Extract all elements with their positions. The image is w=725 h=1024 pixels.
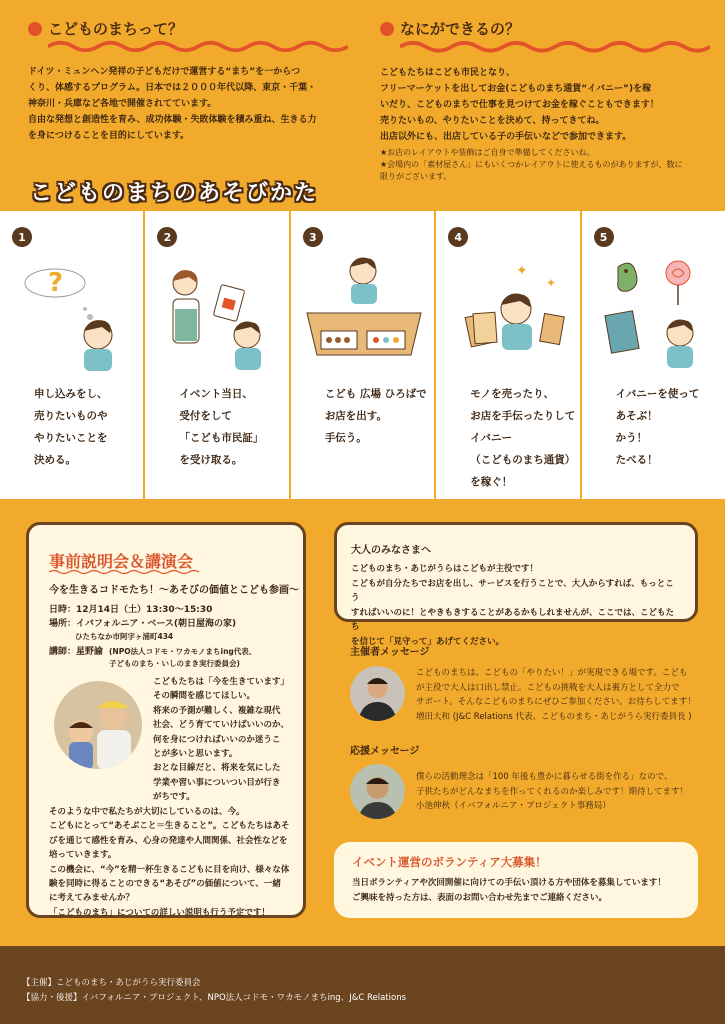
step-number: 1 bbox=[12, 227, 32, 247]
organizer-avatar-icon bbox=[350, 666, 405, 721]
cando-notes: ★お店のレイアウトや装飾はご自身で準備してくださいね。 ★会場内の「素材屋さん」にもいくつかレイアウトに使えるものがありますが、数に 限りがございます。 bbox=[380, 147, 683, 181]
supporter-avatar-icon bbox=[350, 764, 405, 819]
event-date: 日時：12月14日（土）13:30～15:30 bbox=[49, 605, 213, 615]
step-text: モノを売ったり、 お店を手伝ったりして イバニー （こどものまち通貨） を稼ぐ！ bbox=[470, 388, 576, 488]
event-address: ひたちなか市阿字ヶ浦町434 bbox=[75, 632, 174, 641]
reception-icon bbox=[155, 247, 280, 377]
bullet-dot-icon bbox=[28, 22, 42, 36]
event-body-text: そのような中で私たちが大切にしているのは、今。 こどもにとって“あそぶこと＝生きること”。こどもたちはあそ びを通じて感性を育み、心身の発達や人間関係、社会性などを 培っていきます。 この機会に、“今”を精一杯生きるこどもに目を向け、様々な体 験を同時に得ることのできる“あそび”の価値について、一緒 に考えてみませんか？ 「こどものまち」についての詳しい説明も行う予定です！ bbox=[49, 807, 290, 918]
steps-panel bbox=[0, 211, 725, 499]
step-text: 申し込みをし、 売りたいものや やりたいことを 決める。 bbox=[34, 388, 108, 466]
adults-card: 大人のみなさまへ こどものまち・あじがうらはこどもが主役です！ こどもが自分たちでお店を出し、サービスを行うことで、大人からすれば、もっとこう すればいいのに！とやきもきすることがあるかもしれませんが、ここでは、こどもたち を信じて「見守って」あげてください。 bbox=[334, 522, 698, 622]
footer-cooperation: 【協力・後援】イバフォルニア・プロジェクト、NPO法人コドモ・ワカモノまちing、J&C Relations bbox=[22, 993, 407, 1003]
event-speaker-affil: 子どものまち・いしのまき実行委員会) bbox=[109, 659, 240, 668]
step-number: 2 bbox=[157, 227, 177, 247]
cando-text: こどもたちはこども市民となり、 フリーマーケットを出してお金(こどものまち通貨“イバニー”)を稼 いだり、こどものまちで仕事を見つけてお金を稼ぐこともできます！ 売りたいもの、やりたいことを決めて、持ってきてね。 出店以外にも、出店している子の手伝いなどで参加できます。 bbox=[380, 67, 659, 142]
step-text: こども 広場 ひろばで お店を出す。 手伝う。 bbox=[324, 388, 427, 444]
organizer-message: こどものまちは、こどもの「やりたい！」が実現できる場です。こども が主役で大人は口出し禁止。こどもの挑戦を大人は裏方として全力で サポート。そんなこどものまちにぜひご参加ください。お待ちしてます！ 増田大和 (J&C Relations 代表、こどものまち・あじがうら実行委員長 ) bbox=[416, 668, 696, 722]
support-message: 僕らの活動理念は「100 年後も豊かに暮らせる街を作る」なので、 子供たちがどんなまちを作ってくれるのか楽しみです！期待してます！ 小池伸秋（イバフォルニア・プロジェクト事務局） bbox=[416, 772, 689, 811]
event-place: 場所：イバフォルニア・ベース(朝日屋海の家) bbox=[49, 619, 237, 629]
cando-title: なにができるの？ bbox=[400, 20, 521, 38]
bullet-dot-icon bbox=[380, 22, 394, 36]
svg-text:✦: ✦ bbox=[516, 263, 528, 279]
step-text: イベント当日、 受付をして 「こども市民証」 を受け取る。 bbox=[179, 388, 264, 466]
footer-host: 【主催】こどものまち・あじがうら実行委員会 bbox=[22, 978, 201, 988]
about-text: ドイツ・ミュンヘン発祥の子どもだけで運営する“まち”を一からつ くり、体感するプログラム。日本では２０００年代以降、東京・千葉・ 神奈川・兵庫など各地で開催されてています。 自由な発想と創造性を育み、成功体験・失敗体験を積み重ね、生きる力 を身につけることを目的にしています。 bbox=[28, 67, 317, 141]
footer bbox=[0, 946, 725, 1024]
about-title: こどものまちって？ bbox=[48, 20, 184, 38]
wavy-underline-icon bbox=[48, 39, 348, 54]
cando-section bbox=[380, 18, 710, 183]
event-speaker-affil: (NPO法人コドモ・ワカモノまちing代表、 bbox=[109, 647, 257, 656]
play-and-buy-icon bbox=[592, 247, 717, 377]
step-3 bbox=[291, 211, 436, 499]
step-number: 3 bbox=[303, 227, 323, 247]
event-side-text: こどもたちは「今を生きています」 その瞬間を感じてほしい。 将来の予測が難しく、複雑な現代 社会、どう育てていけばいいのか、 何を身につければいいのか迷うこ とが多いと思います。 おとな目線だと、将来を気にした 学業や習い事についつい目が行き がちです。 bbox=[153, 677, 290, 803]
event-title: 事前説明会＆講演会 bbox=[49, 552, 194, 571]
step-2 bbox=[145, 211, 290, 499]
about-section bbox=[28, 18, 348, 144]
step-text: イバニーを使って あそぶ！ かう！ たべる！ bbox=[615, 388, 700, 466]
volunteer-title: イベント運営のボランティア大募集！ bbox=[352, 855, 547, 869]
step-1 bbox=[0, 211, 145, 499]
step-number: 4 bbox=[448, 227, 468, 247]
event-subtitle: 今を生きるコドモたち！～あそびの価値とこども参画～ bbox=[49, 585, 299, 596]
shop-stall-icon bbox=[301, 247, 426, 377]
svg-text:✦: ✦ bbox=[546, 276, 557, 290]
support-title: 応援メッセージ bbox=[350, 746, 420, 757]
event-card bbox=[26, 522, 306, 918]
wavy-underline-icon bbox=[400, 39, 710, 55]
step-5 bbox=[582, 211, 725, 499]
speaker-photo-icon bbox=[53, 680, 143, 770]
volunteer-box: イベント運営のボランティア大募集！ 当日ボランティアや次回開催に向けての手伝い頂ける方や団体を募集しています！ ご興味を持った方は、表面のお問い合わせ先までご連絡ください。 bbox=[334, 842, 698, 918]
svg-text:?: ? bbox=[48, 268, 64, 298]
step-number: 5 bbox=[594, 227, 614, 247]
event-speaker: 講師：星野諭 bbox=[49, 647, 104, 657]
step-4 bbox=[436, 211, 581, 499]
wavy-underline-icon bbox=[49, 569, 199, 575]
organizer-title: 主催者メッセージ bbox=[350, 647, 430, 658]
thinking-child-icon bbox=[10, 247, 135, 377]
adults-title: 大人のみなさまへ bbox=[351, 545, 431, 556]
howto-title: こどものまちのあそびかた bbox=[30, 181, 319, 206]
earning-money-icon bbox=[446, 247, 571, 377]
